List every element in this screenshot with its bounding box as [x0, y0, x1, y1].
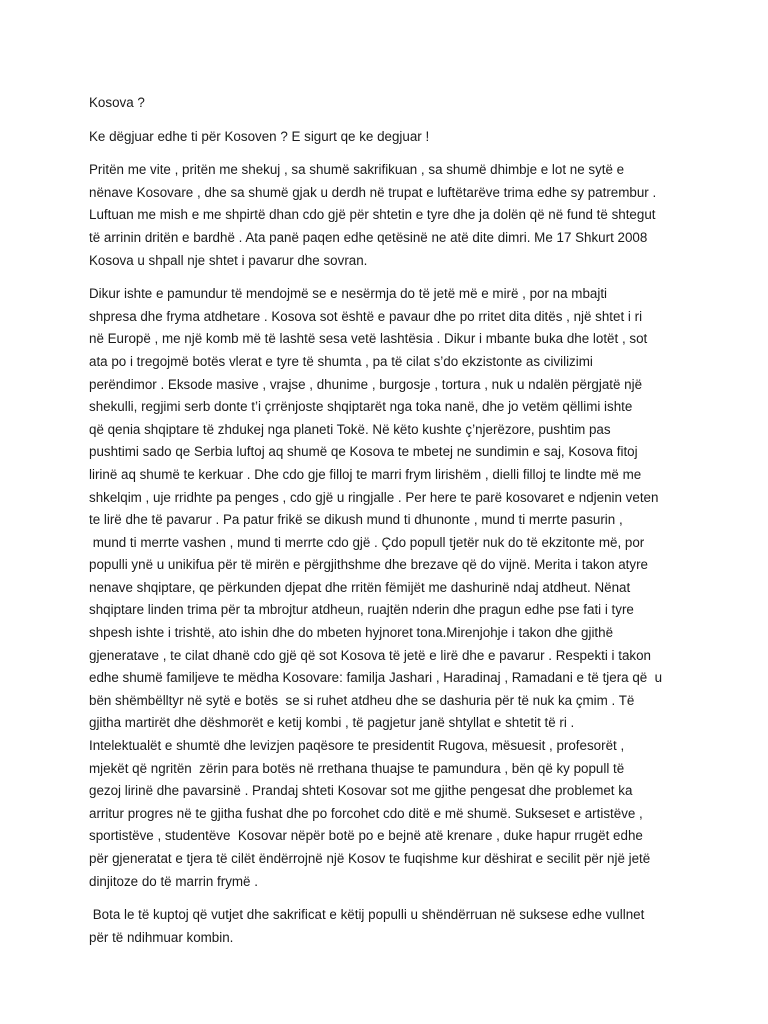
- text-line: shpesh ishte i trishtë, ato ishin dhe do mbeten hyjnoret tona.Mirenjohje i takon dhe gjithë: [89, 625, 614, 641]
- text-line: gjitha martirët dhe dëshmorët e ketij kombi , të pagjetur janë shtyllat e shtetit të ri .: [89, 715, 575, 731]
- text-line: shekulli, regjimi serb donte t’i çrrënjoste shqiptarët nga toka nanë, dhe jo vetëm qëllimi ishte: [89, 399, 633, 415]
- text-line: shqiptare linden trima për ta mbrojtur atdheun, ruajtën nderin dhe pragun edhe pse fati i tyre: [89, 602, 634, 618]
- text-line: Luftuan me mish e me shpirtë dhan cdo gjë për shtetin e tyre dhe ja dolën që në fund të shtegut: [89, 207, 656, 223]
- text-line: për gjeneratat e tjera të cilët ëndërrojnë një Kosov te fuqishme kur dëshirat e secilit për një jetë: [89, 851, 651, 866]
- text-line: që qenia shqiptare të zhdukej nga planeti Tokë. Në këto kushte ç’njerëzore, pushtim pas: [89, 421, 611, 437]
- text-line: bën shëmbëlltyr në sytë e botës se si ruhet atdheu dhe se dashuria për të nuk ka çmim . Të: [89, 692, 635, 708]
- text-line: lirinë aq shumë te kerkuar . Dhe cdo gje filloj te marri frym lirishëm , dielli filloj te lindte më me: [89, 466, 642, 482]
- text-line: në Europë , me një komb më të lashtë sesa vetë lashtësia . Dikur i mbante buka dhe lotët , sot: [89, 331, 648, 347]
- text-line: Pritën me vite , pritën me shekuj , sa shumë sakrifikuan , sa shumë dhimbje e lot ne sytë e: [89, 162, 625, 178]
- text-line: dinjitoze do të marrin frymë .: [89, 873, 258, 889]
- text-line: gezoj lirinë dhe pavarsinë . Prandaj shteti Kosovar sot me gjithe pengesat dhe problemet ka: [89, 783, 633, 799]
- paragraph: [89, 283, 689, 893]
- paragraph: [89, 126, 689, 149]
- text-line: perëndimor . Eksode masive , vrajse , dhunime , burgosje , tortura , nuk u ndalën përgjatë një: [89, 376, 643, 392]
- text-line: mjekët që ngritën zërin para botës në rrethana thuajse te pamundura , bën që ky popull të: [89, 760, 625, 776]
- text-line: populli ynë u unikifua për të mirën e përgjithshme dhe brezave që do vijnë. Merita i takon atyre: [89, 557, 649, 573]
- text-line: sportistëve , studentëve Kosovar nëpër botë po e bejnë atë krenare , duke hapur rrugët edhe: [89, 828, 643, 844]
- document-title: Kosova ?: [89, 95, 145, 110]
- document-page: [89, 92, 689, 960]
- text-line: për të ndihmuar kombin.: [89, 929, 234, 945]
- text-line: Intelektualët e shumtë dhe levizjen paqësore te presidentit Rugova, mësuesit , profesorët ,: [89, 738, 625, 754]
- text-line: nënave Kosovare , dhe sa shumë gjak u derdh në trupat e luftëtarëve trima edhe sy patrembur .: [89, 184, 657, 200]
- text-line: shpresa dhe fryma atdhetare . Kosova sot është e pavaur dhe po rritet dita ditës , një shtet i ri: [89, 308, 643, 324]
- text-line: mund ti merrte vashen , mund ti merrte cdo gjë . Çdo popull tjetër nuk do të ekzitonte më, por: [89, 534, 645, 550]
- document-body: [89, 126, 689, 950]
- text-line: Bota le të kuptoj që vutjet dhe sakrificat e këtij populli u shëndërruan në suksese edhe vullnet: [89, 907, 645, 923]
- text-line: Ke dëgjuar edhe ti për Kosoven ? E sigurt qe ke degjuar !: [89, 128, 430, 144]
- paragraph: [89, 159, 689, 272]
- text-line: edhe shumë familjeve te mëdha Kosovare: familja Jashari , Haradinaj , Ramadani e të tjera që u: [89, 670, 663, 686]
- text-line: nenave shqiptare, qe përkunden djepat dhe rritën fëmijët me dashurinë ndaj atdheut. Nënat: [89, 579, 631, 595]
- paragraph: [89, 904, 689, 949]
- text-line: të arrinin dritën e bardhë . Ata panë paqen edhe qetësinë ne atë dite dimri. Me 17 Shkurt 2008: [89, 229, 648, 245]
- text-line: shkelqim , uje rridhte pa penges , cdo gjë u ringjalle . Per here te parë kosovaret e ndjenin veten: [89, 489, 659, 505]
- text-line: Dikur ishte e pamundur të mendojmë se e nesërmja do të jetë më e mirë , por na mbajti: [89, 286, 608, 302]
- text-line: gjeneratave , te cilat dhanë cdo gjë që sot Kosova të jetë e lirë dhe e pavarur . Respekti i takon: [89, 647, 652, 663]
- text-line: ata po i tregojmë botës vlerat e tyre të shumta , pa të cilat s’do ekzistonte as civilizimi: [89, 353, 593, 369]
- text-line: pushtimi sado qe Serbia luftoj aq shumë qe Kosova te mbetej ne sundimin e saj, Kosova fitoj: [89, 444, 638, 460]
- text-line: arritur progres në te gjitha fushat dhe po forcohet cdo ditë e më shumë. Sukseset e artistëve ,: [89, 805, 643, 821]
- text-line: Kosova u shpall nje shtet i pavarur dhe sovran.: [89, 252, 368, 268]
- text-line: te lirë dhe të pavarur . Pa patur frikë se dikush mund ti dhunonte , mund ti merrte pasurin ,: [89, 512, 623, 528]
